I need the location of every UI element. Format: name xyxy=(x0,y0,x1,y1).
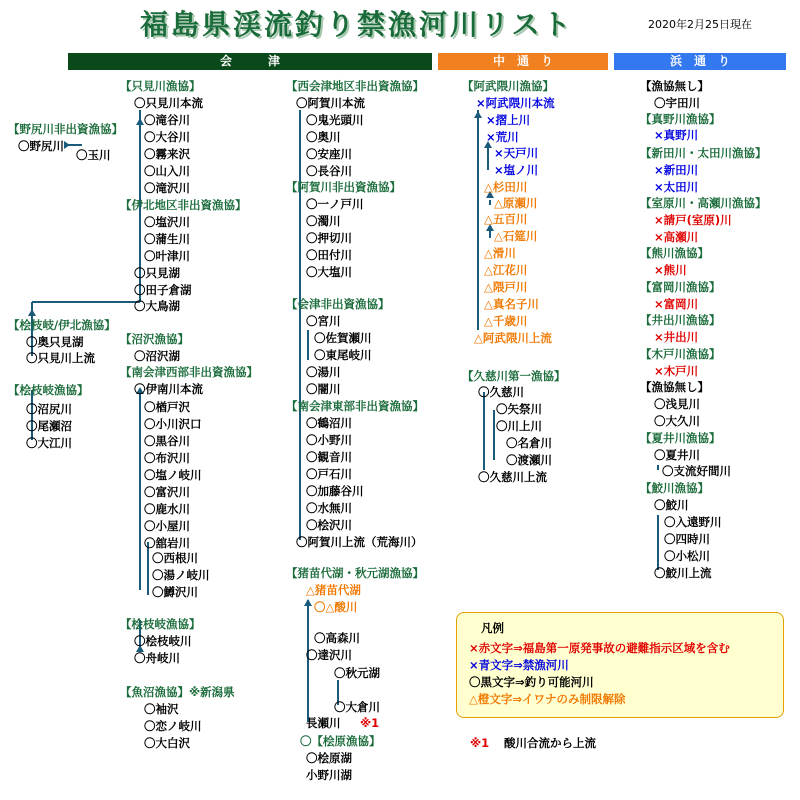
footnote-mark: ※1 xyxy=(470,736,490,750)
legend-box xyxy=(456,612,784,718)
river-item: 〇田子倉湖 xyxy=(134,283,192,297)
union-heading: 【真野川漁協】 xyxy=(640,112,721,126)
river-item: 〇叶津川 xyxy=(144,249,190,263)
river-item: △阿武隈川上流 xyxy=(474,331,552,345)
river-item: △石筵川 xyxy=(494,229,538,243)
river-item: ×新田川 xyxy=(654,163,699,177)
date-label: 2020年2月25日現在 xyxy=(648,18,752,31)
footnote-text: 酸川合流から上流 xyxy=(504,736,596,750)
union-heading: 【熊川漁協】 xyxy=(640,246,709,260)
river-item: 〇野尻川 xyxy=(18,139,64,153)
river-item: △原瀬川 xyxy=(494,196,538,210)
river-item: 〇恋ノ岐川 xyxy=(144,719,202,733)
river-item: 長瀬川 xyxy=(306,716,341,730)
union-heading: 【会津非出資漁協】 xyxy=(286,297,390,311)
river-item: 〇大塩川 xyxy=(306,265,352,279)
river-item: 〇名倉川 xyxy=(506,436,552,450)
river-item: 〇川上川 xyxy=(496,419,542,433)
river-item: 〇秋元湖 xyxy=(334,666,380,680)
river-item: 〇舘岩川 xyxy=(144,536,190,550)
union-heading: 【野尻川非出資漁協】 xyxy=(8,122,123,136)
river-item: 〇伊南川本流 xyxy=(134,382,203,396)
union-heading: 【沼沢漁協】 xyxy=(120,332,189,346)
river-item: 〇田付川 xyxy=(306,248,352,262)
river-item: 〇鱒沢川 xyxy=(152,585,198,599)
union-heading: 【桧枝岐漁協】 xyxy=(120,617,201,631)
river-item: ×荒川 xyxy=(486,130,519,144)
river-item: 〇塩沢川 xyxy=(144,215,190,229)
river-item: ×太田川 xyxy=(654,180,699,194)
river-item: 〇宇田川 xyxy=(654,96,700,110)
river-item: ※1 xyxy=(360,716,380,730)
river-item: 小野川湖 xyxy=(306,768,352,782)
river-item: 〇四時川 xyxy=(664,532,710,546)
river-item: 〇鮫川 xyxy=(654,498,689,512)
river-item: ×熊川 xyxy=(654,263,687,277)
river-item: 〇大倉川 xyxy=(334,700,380,714)
river-item: 〇鹿水川 xyxy=(144,502,190,516)
river-item: 〇闇川 xyxy=(306,382,341,396)
river-item: 〇桧原湖 xyxy=(306,751,352,765)
union-heading: 【久慈川第一漁協】 xyxy=(462,369,566,383)
river-item: 〇入遠野川 xyxy=(664,515,722,529)
union-heading: 【井出川漁協】 xyxy=(640,313,721,327)
union-heading: 【夏井川漁協】 xyxy=(640,431,721,445)
union-heading: 【新田川・太田川漁協】 xyxy=(640,146,767,160)
river-item: 〇只見川本流 xyxy=(134,96,203,110)
river-item: 〇桧枝岐川 xyxy=(134,634,192,648)
union-heading: 【桧枝岐漁協】 xyxy=(8,383,89,397)
union-heading: 【室原川・高瀬川漁協】 xyxy=(640,196,767,210)
river-item: ×真野川 xyxy=(654,128,699,142)
river-item: 〇阿賀川上流（荒海川） xyxy=(296,535,423,549)
river-item: △猪苗代湖 xyxy=(306,583,361,597)
river-item: ×摺上川 xyxy=(486,113,531,127)
river-item: 〇舟岐川 xyxy=(134,651,180,665)
river-item: 〇湯川 xyxy=(306,365,341,379)
river-item: 〇大白沢 xyxy=(144,736,190,750)
union-heading: 【富岡川漁協】 xyxy=(640,280,721,294)
river-item: 〇大鳥湖 xyxy=(134,299,180,313)
river-item: 〇大谷川 xyxy=(144,130,190,144)
legend-item-black: 〇黒文字⇒釣り可能河川 xyxy=(469,675,594,689)
river-item: 〇夏井川 xyxy=(654,448,700,462)
river-item: △杉田川 xyxy=(484,180,528,194)
river-item: ×富岡川 xyxy=(654,297,699,311)
river-item: 〇鶴沼川 xyxy=(306,416,352,430)
union-heading: 【西会津地区非出資漁協】 xyxy=(286,79,424,93)
union-heading: 【木戸川漁協】 xyxy=(640,347,721,361)
union-heading: 【阿賀川非出資漁協】 xyxy=(286,180,401,194)
band-aizu: 会 津 xyxy=(68,53,432,70)
river-item: 〇△酸川 xyxy=(314,600,358,614)
band-nakadori: 中 通 り xyxy=(438,53,608,70)
legend-item-red: ×赤文字⇒福島第一原発事故の避難指示区域を含む xyxy=(469,641,730,655)
river-item: 〇押切川 xyxy=(306,231,352,245)
river-item: ×木戸川 xyxy=(654,364,699,378)
river-item: 〇蒲生川 xyxy=(144,232,190,246)
union-heading: 【魚沼漁協】※新潟県 xyxy=(120,685,235,699)
river-item: 〇奥川 xyxy=(306,130,341,144)
river-item: ×塩ノ川 xyxy=(494,163,539,177)
river-item: 〇大江川 xyxy=(26,436,72,450)
page-title: 福島県渓流釣り禁漁河川リスト xyxy=(140,8,574,41)
river-item: △千歳川 xyxy=(484,314,528,328)
union-heading: 【只見川漁協】 xyxy=(120,79,201,93)
river-item: 〇霧来沢 xyxy=(144,147,190,161)
river-item: 〇塩ノ岐川 xyxy=(144,468,202,482)
river-item: 〇沼尻川 xyxy=(26,402,72,416)
river-item: 〇桧沢川 xyxy=(306,518,352,532)
river-item: 〇鮫川上流 xyxy=(654,566,712,580)
river-item: 〇達沢川 xyxy=(306,648,352,662)
river-item: 〇小川沢口 xyxy=(144,417,202,431)
legend-item-orange: △橙文字⇒イワナのみ制限解除 xyxy=(469,692,626,706)
river-item: ×高瀬川 xyxy=(654,230,699,244)
river-item: 〇只見川上流 xyxy=(26,351,95,365)
river-item: 〇阿賀川本流 xyxy=(296,96,365,110)
river-item: 〇只見湖 xyxy=(134,266,180,280)
union-heading: 【伊北地区非出資漁協】 xyxy=(120,198,247,212)
union-heading: 【阿武隈川漁協】 xyxy=(462,79,554,93)
river-item: 〇濁川 xyxy=(306,214,341,228)
union-heading: 【漁協無し】 xyxy=(640,79,709,93)
river-item: 〇浅見川 xyxy=(654,397,700,411)
union-heading: 【鮫川漁協】 xyxy=(640,481,709,495)
river-item: 〇宮川 xyxy=(306,314,341,328)
river-item: ×阿武隈川本流 xyxy=(476,96,555,110)
river-item: 〇湯ノ岐川 xyxy=(152,568,210,582)
river-item: 〇布沢川 xyxy=(144,451,190,465)
river-item: 〇袖沢 xyxy=(144,702,179,716)
river-item: 〇黒谷川 xyxy=(144,434,190,448)
river-item: △五百川 xyxy=(484,212,528,226)
river-item: 〇楢戸沢 xyxy=(144,400,190,414)
river-item: 〇小野川 xyxy=(306,433,352,447)
river-item: 〇久慈川 xyxy=(478,385,524,399)
legend-item-blue: ×青文字⇒禁漁河川 xyxy=(469,658,569,672)
river-item: △隈戸川 xyxy=(484,280,528,294)
union-heading: 【南会津東部非出資漁協】 xyxy=(286,399,424,413)
river-item: 〇尾瀬沼 xyxy=(26,419,72,433)
river-item: 〇西根川 xyxy=(152,551,198,565)
union-heading: 〇【桧原漁協】 xyxy=(300,734,381,748)
river-item: 〇佐賀瀬川 xyxy=(314,331,372,345)
river-item: 〇高森川 xyxy=(314,631,360,645)
river-item: 〇沼沢湖 xyxy=(134,349,180,363)
union-heading: 【猪苗代湖・秋元湖漁協】 xyxy=(286,566,424,580)
river-item: 〇支流好間川 xyxy=(662,464,731,478)
river-item: 〇鬼光頭川 xyxy=(306,113,364,127)
river-item: 〇加藤谷川 xyxy=(306,484,364,498)
river-item: 〇安座川 xyxy=(306,147,352,161)
union-heading: 【桧枝岐/伊北漁協】 xyxy=(8,318,116,332)
union-heading: 【漁協無し】 xyxy=(640,380,709,394)
river-item: 〇一ノ戸川 xyxy=(306,197,364,211)
river-item: 〇東尾岐川 xyxy=(314,348,372,362)
river-item: 〇久慈川上流 xyxy=(478,470,547,484)
river-item: ×天戸川 xyxy=(494,146,539,160)
river-item: 〇富沢川 xyxy=(144,485,190,499)
river-item: △真名子川 xyxy=(484,297,539,311)
river-item: 〇長谷川 xyxy=(306,164,352,178)
river-item: 〇水無川 xyxy=(306,501,352,515)
river-item: 〇渡瀬川 xyxy=(506,453,552,467)
river-item: 〇小松川 xyxy=(664,549,710,563)
river-item: 〇大久川 xyxy=(654,414,700,428)
river-item: 〇奥只見湖 xyxy=(26,335,84,349)
river-item: 〇観音川 xyxy=(306,450,352,464)
river-item: 〇矢祭川 xyxy=(496,402,542,416)
river-item: ×請戸(室原)川 xyxy=(654,213,732,227)
river-item: △滑川 xyxy=(484,246,516,260)
river-item: 〇玉川 xyxy=(76,148,111,162)
river-item: △江花川 xyxy=(484,263,528,277)
river-item: 〇小屋川 xyxy=(144,519,190,533)
river-item: ×井出川 xyxy=(654,330,699,344)
band-hamadori: 浜 通 り xyxy=(614,53,786,70)
union-heading: 【南会津西部非出資漁協】 xyxy=(120,365,258,379)
river-item: 〇山入川 xyxy=(144,164,190,178)
river-item: 〇滝沢川 xyxy=(144,181,190,195)
legend-title: 凡例 xyxy=(481,621,504,635)
river-item: 〇戸石川 xyxy=(306,467,352,481)
river-item: 〇滝谷川 xyxy=(144,113,190,127)
